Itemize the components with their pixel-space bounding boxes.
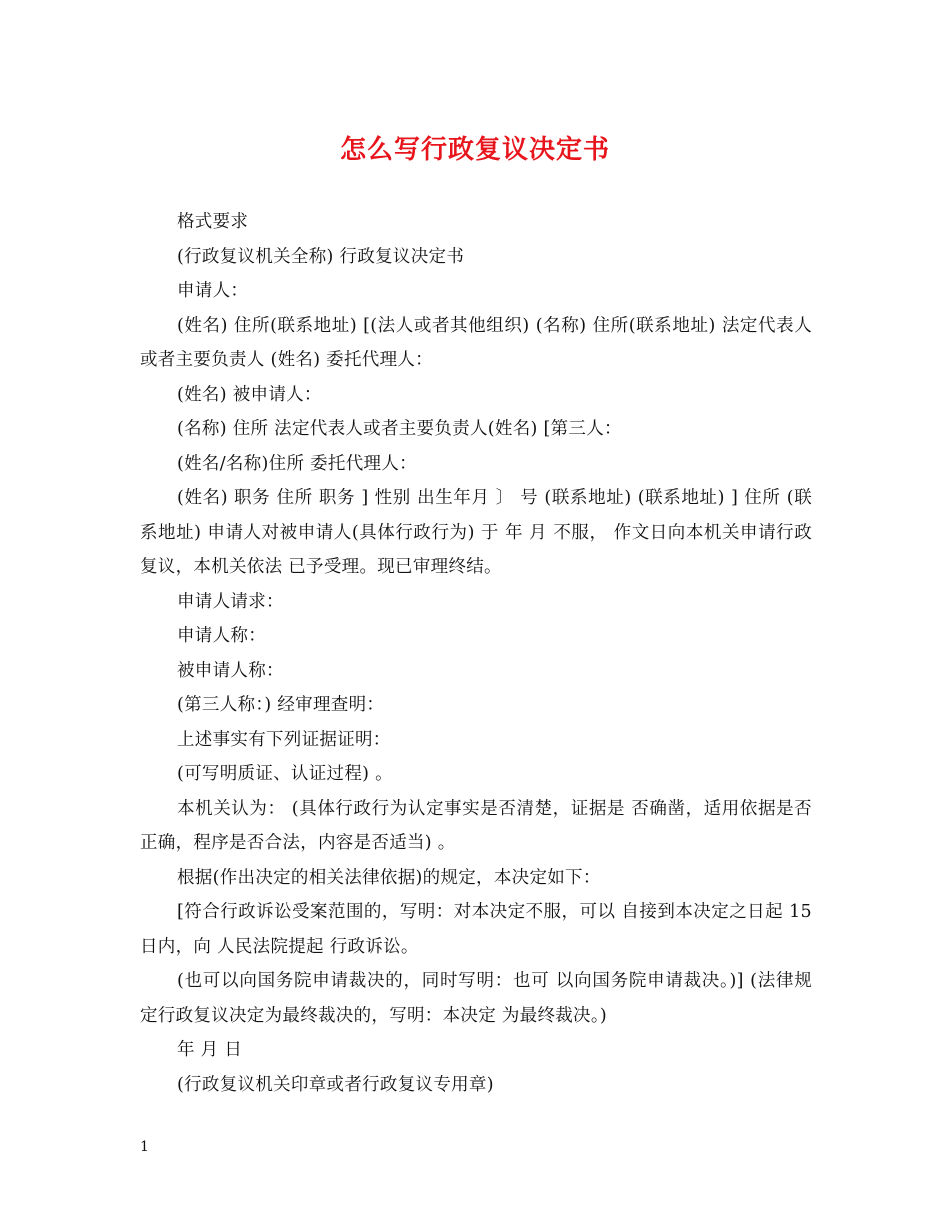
paragraph-respondent-details: (名称) 住所 法定代表人或者主要负责人(姓名) [第三人： xyxy=(177,419,622,439)
paragraph-decision-heading: (行政复议机关全称) 行政复议决定书 xyxy=(177,246,465,267)
paragraph-cross-examination: (可写明质证、认证过程) 。 xyxy=(177,764,393,784)
paragraph-date: 年 月 日 xyxy=(177,1040,243,1060)
paragraph-findings: (第三人称：) 经审理查明： xyxy=(177,695,385,715)
paragraph-format-requirements: 格式要求 xyxy=(177,212,249,232)
paragraph-third-party: (姓名/名称)住所 委托代理人： xyxy=(177,453,417,474)
paragraph-applicant-details: (姓名) 住所(联系地址) [(法人或者其他组织) (名称) 住所(联系地址) 法定代表人或者主要负责人 (姓名) 委托代理人： xyxy=(140,315,812,370)
paragraph-state-council-ruling: (也可以向国务院申请裁决的，同时写明：也可 以向国务院申请裁决。)] (法律规定行政复议决定为最终裁决的，写明：本决定 为最终裁决。) xyxy=(140,971,812,1026)
paragraph-respondent-claims: 被申请人称： xyxy=(177,660,284,681)
paragraph-applicant-claims: 申请人称： xyxy=(177,626,266,646)
paragraph-applicant-request: 申请人请求： xyxy=(177,591,284,612)
paragraph-seal: (行政复议机关印章或者行政复议专用章) xyxy=(177,1074,494,1095)
paragraph-legal-basis: 根据(作出决定的相关法律依据)的规定，本决定如下： xyxy=(177,867,601,888)
paragraph-evidence: 上述事实有下列证据证明： xyxy=(177,729,391,750)
paragraph-case-intro: (姓名) 职务 住所 职务 ] 性别 出生年月 〕 号 (联系地址) (联系地址) ] 住所 (联系地址) 申请人对被申请人(具体行政行为) 于 年 月 不服， 作文日向本机关申请行政复议，本机关依法 已予受理。现已审理终结。 xyxy=(140,488,812,577)
paragraph-applicant: 申请人： xyxy=(177,281,249,301)
paragraph-litigation-notice: [符合行政诉讼受案范围的，写明：对本决定不服，可以 自接到本决定之日起 15 日内，向 人民法院提起 行政诉讼。 xyxy=(140,902,812,957)
document-body xyxy=(140,205,812,1102)
page-number: 1 xyxy=(140,1139,149,1155)
paragraph-respondent: (姓名) 被申请人： xyxy=(177,384,322,405)
paragraph-agency-opinion: 本机关认为： (具体行政行为认定事实是否清楚，证据是 否确凿，适用依据是否正确，程序是否合法，内容是否适当) 。 xyxy=(140,798,812,853)
document-title: 怎么写行政复议决定书 xyxy=(339,135,610,165)
